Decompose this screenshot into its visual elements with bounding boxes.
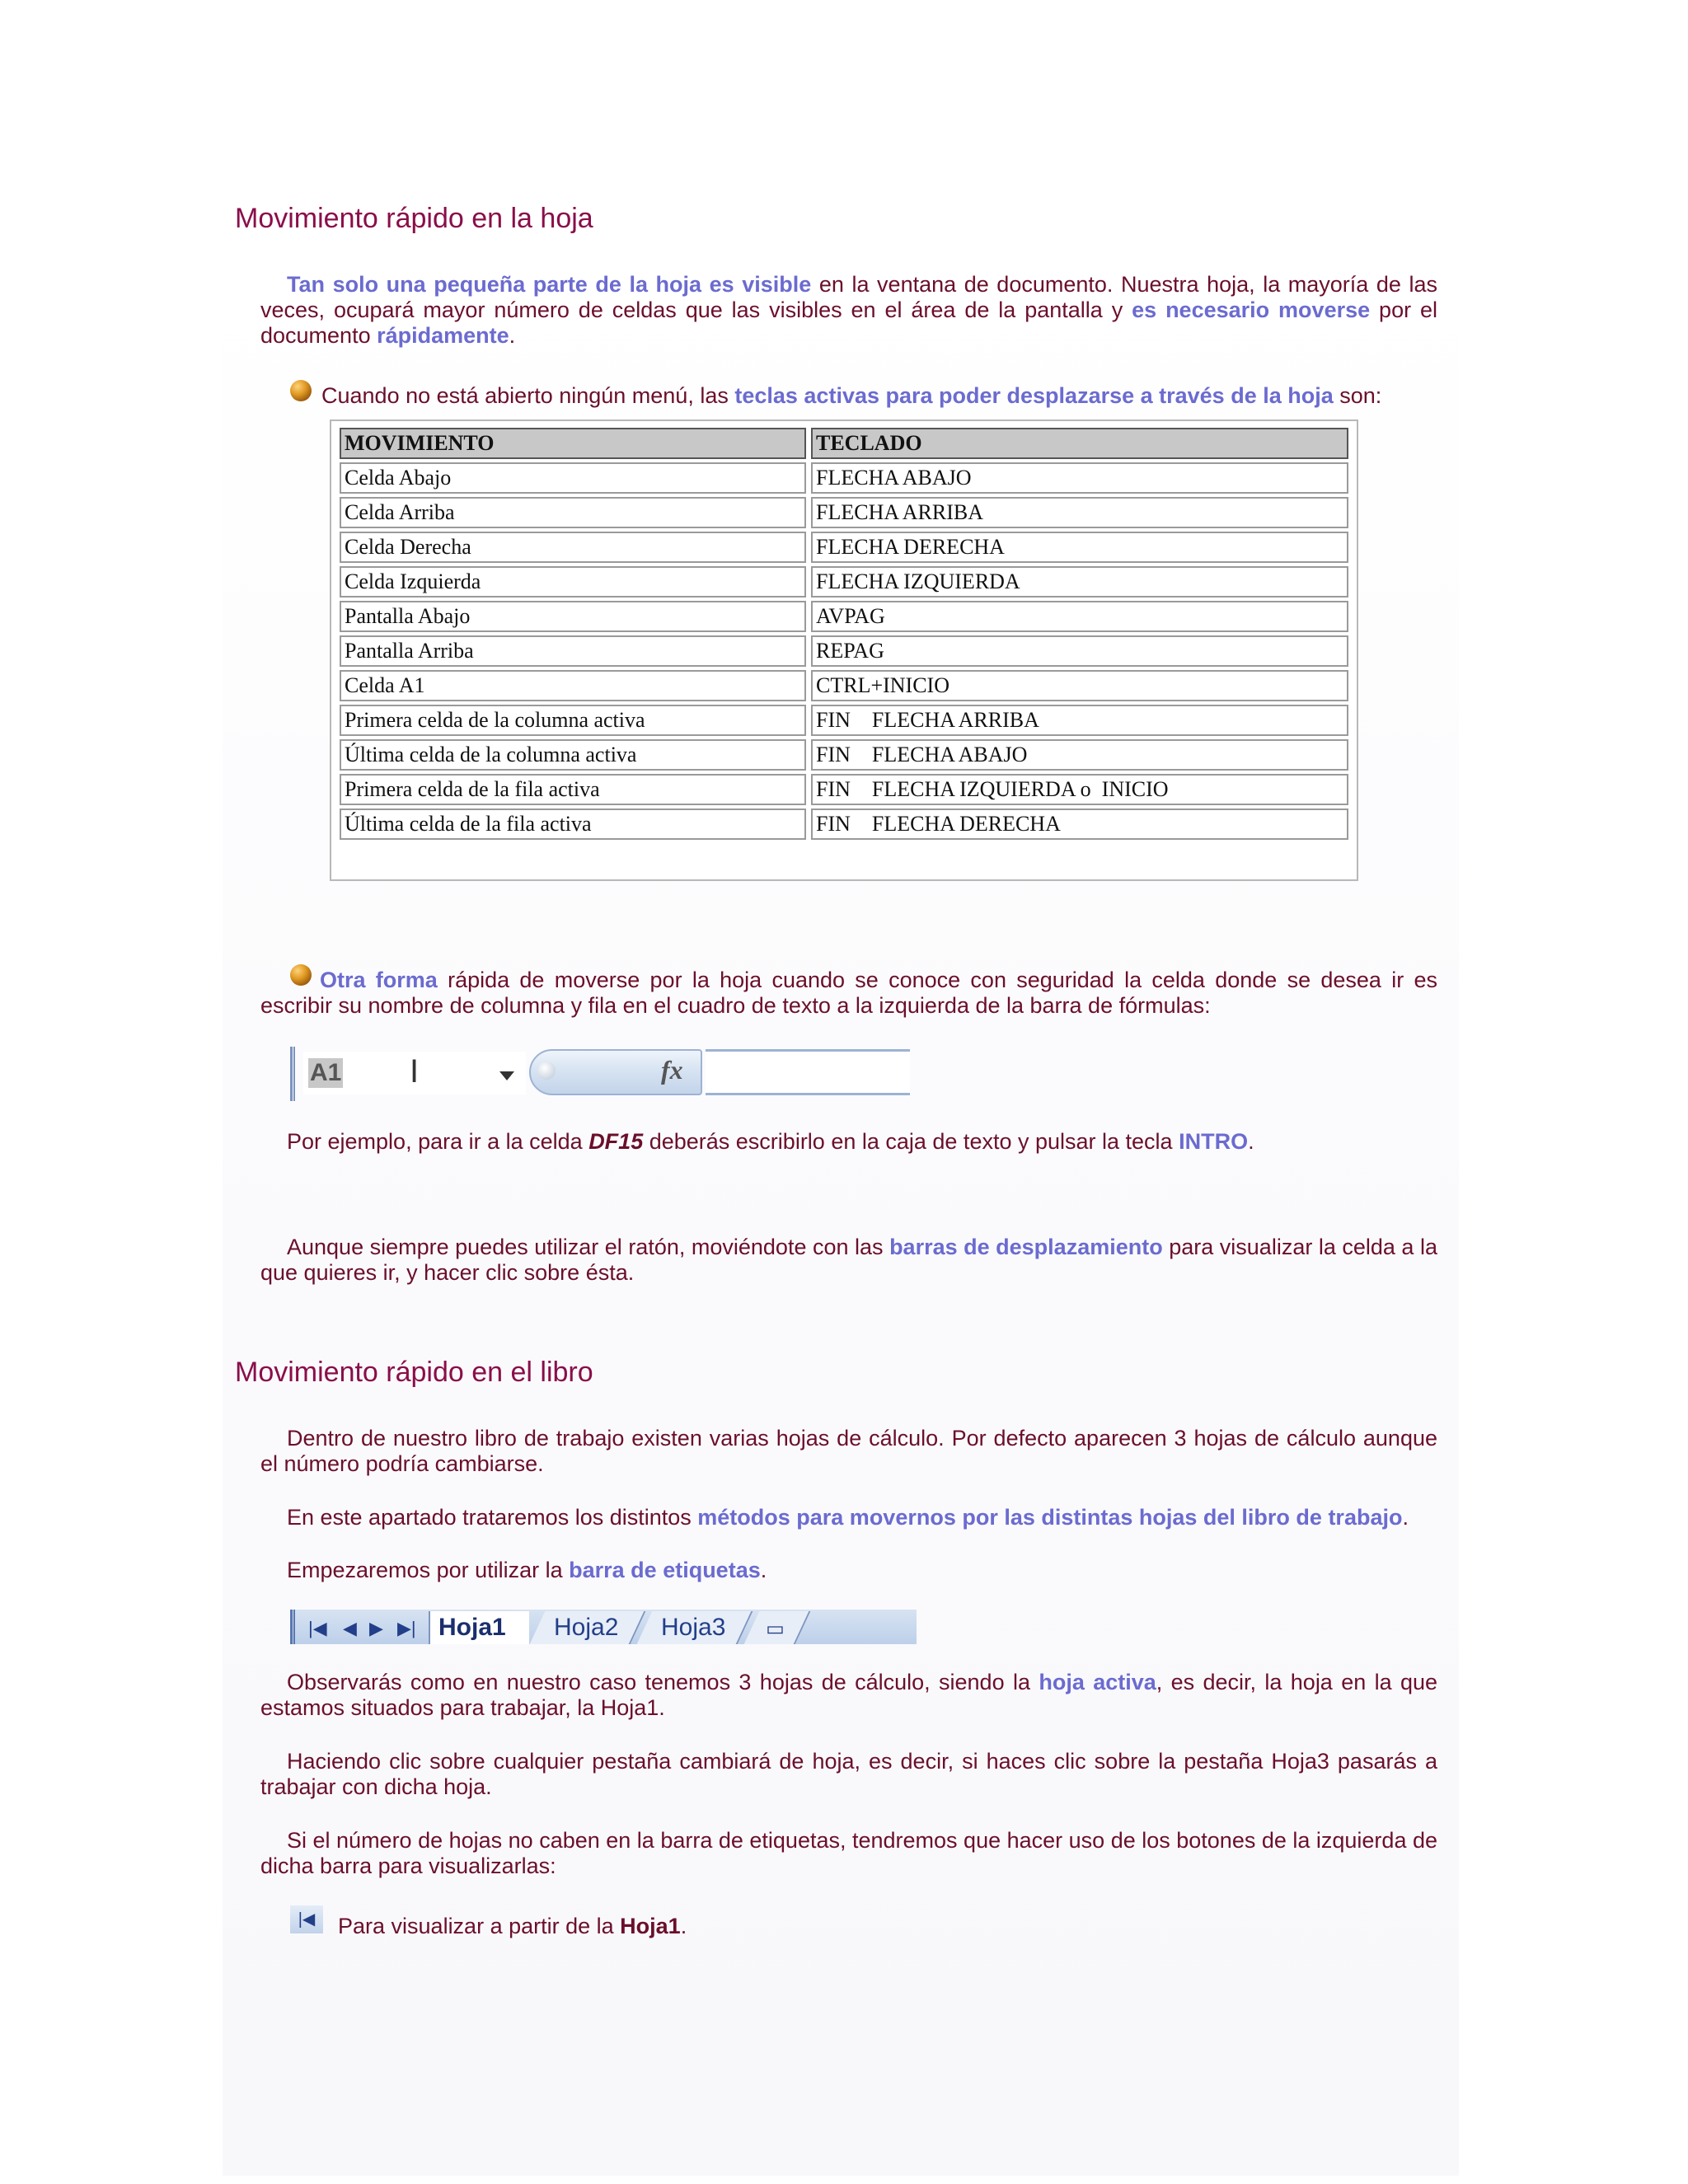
table-cell-teclado: FIN FLECHA ARRIBA [811, 705, 1348, 736]
tab-hoja3[interactable] [637, 1611, 753, 1644]
table-row [340, 497, 1348, 528]
table-header-cell: MOVIMIENTO [340, 428, 806, 459]
tab-hoja3-label: Hoja3 [661, 1614, 726, 1641]
insert-function-icon[interactable]: fx [661, 1055, 683, 1085]
name-box-value[interactable]: A1 [310, 1059, 342, 1086]
libro-paragraph-3 [260, 1558, 1437, 1583]
section-title-libro: Movimiento rápido en el libro [235, 1357, 593, 1388]
example-post: . [1248, 1129, 1254, 1154]
previous-sheet-icon[interactable]: ◀ [343, 1618, 357, 1638]
intro-text-1: en la ventana de documento. Nuestra hoja, la mayoría de las veces, ocupará mayor número de celdas que las visibles en el área de la pantalla y [260, 272, 1438, 322]
first-sheet-button-icon[interactable]: |◀ [290, 1905, 323, 1933]
keys-table-grid [335, 424, 1353, 843]
table-row [340, 462, 1348, 494]
insert-sheet-tab[interactable] [744, 1611, 811, 1644]
libro-paragraph-4 [260, 1670, 1437, 1721]
example-text: Por ejemplo, para ir a la celda [287, 1129, 589, 1154]
bullet1-highlight: teclas activas para poder desplazarse a través de la hoja [734, 383, 1334, 408]
first-sheet-icon[interactable]: |◀ [308, 1618, 327, 1638]
first-sheet-paragraph [338, 1914, 1409, 1939]
intro-text-3: . [509, 323, 516, 348]
table-cell-movimiento: Celda Izquierda [340, 566, 806, 598]
table-cell-movimiento: Pantalla Arriba [340, 635, 806, 667]
table-row [340, 532, 1348, 563]
p2-highlight: métodos para movernos por las distintas hojas del libro de trabajo [697, 1505, 1403, 1530]
mouse-post: para visualizar la celda a la que quieres ir, y hacer clic sobre ésta. [260, 1235, 1437, 1285]
table-cell-movimiento: Primera celda de la columna activa [340, 705, 806, 736]
p2-post: . [1402, 1505, 1409, 1530]
mouse-highlight: barras de desplazamiento [889, 1235, 1163, 1259]
libro-paragraph-5: Haciendo clic sobre cualquier pestaña cambiará de hoja, es decir, si haces clic sobre la pestaña Hoja3 pasarás a trabajar con dicha hoja. [260, 1749, 1437, 1799]
table-cell-teclado: REPAG [811, 635, 1348, 667]
table-cell-teclado: FIN FLECHA DERECHA [811, 808, 1348, 840]
p2-text: En este apartado trataremos los distintos [287, 1505, 698, 1530]
next-sheet-icon[interactable]: ▶ [369, 1618, 383, 1638]
sheet-tab-bar [290, 1610, 917, 1644]
table-row [340, 774, 1348, 805]
intro-highlight-2: es necesario moverse [1132, 298, 1371, 322]
example-cell: DF15 [588, 1129, 644, 1154]
text-cursor-icon: Ι [410, 1053, 420, 1090]
bullet2-paragraph [260, 968, 1437, 1019]
p4-text: Observarás como en nuestro caso tenemos 3 hojas de cálculo, siendo la [287, 1670, 1039, 1694]
table-cell-teclado: FIN FLECHA IZQUIERDA o INICIO [811, 774, 1348, 805]
table-row [340, 635, 1348, 667]
table-row [340, 739, 1348, 771]
tab-hoja2-label: Hoja2 [554, 1614, 619, 1641]
table-cell-teclado: FLECHA IZQUIERDA [811, 566, 1348, 598]
libro-paragraph-6: Si el número de hojas no caben en la barra de etiquetas, tendremos que hacer uso de los botones de la izquierda de dicha barra para visualizarlas: [260, 1828, 1437, 1878]
mouse-text: Aunque siempre puedes utilizar el ratón, moviéndote con las [287, 1235, 890, 1259]
table-cell-movimiento: Celda Derecha [340, 532, 806, 563]
table-cell-teclado: CTRL+INICIO [811, 670, 1348, 701]
table-cell-teclado: FLECHA DERECHA [811, 532, 1348, 563]
mouse-paragraph [260, 1235, 1437, 1286]
p4-highlight: hoja activa [1039, 1670, 1156, 1694]
first-sheet-post: . [680, 1914, 687, 1938]
p4-post: , es decir, la hoja en la que estamos situados para trabajar, la Hoja1. [260, 1670, 1438, 1720]
table-cell-movimiento: Última celda de la columna activa [340, 739, 806, 771]
bullet1-paragraph [321, 383, 1442, 409]
formula-input[interactable] [706, 1049, 910, 1095]
table-row [340, 670, 1348, 701]
tab-hoja1[interactable]: Hoja1 [429, 1611, 529, 1644]
tab-hoja2[interactable] [530, 1611, 646, 1644]
splitter-handle-icon[interactable] [537, 1062, 556, 1080]
intro-highlight-1: Tan solo una pequeña parte de la hoja es visible [287, 272, 812, 297]
tab-bar-edge [290, 1610, 295, 1644]
chevron-down-icon[interactable] [499, 1071, 514, 1080]
example-key: INTRO [1179, 1129, 1249, 1154]
table-row [340, 566, 1348, 598]
table-cell-teclado: FLECHA ARRIBA [811, 497, 1348, 528]
example-mid: deberás escribirlo en la caja de texto y pulsar la tecla [643, 1129, 1179, 1154]
p3-text: Empezaremos por utilizar la [287, 1558, 570, 1582]
first-sheet-bold: Hoja1 [620, 1914, 681, 1938]
formula-bar [290, 1047, 910, 1101]
table-cell-teclado: FIN FLECHA ABAJO [811, 739, 1348, 771]
table-header-row [340, 428, 1348, 459]
insert-sheet-icon: ▭ [766, 1618, 785, 1640]
table-cell-teclado: FLECHA ABAJO [811, 462, 1348, 494]
first-sheet-text: Para visualizar a partir de la [338, 1914, 621, 1938]
section-title-hoja: Movimiento rápido en la hoja [235, 203, 593, 234]
table-cell-movimiento: Celda Arriba [340, 497, 806, 528]
table-row [340, 601, 1348, 632]
libro-paragraph-2 [260, 1505, 1437, 1530]
bullet1-post: son: [1333, 383, 1382, 408]
bullet2-text: rápida de moverse por la hoja cuando se conoce con seguridad la celda donde se desea ir es escribir su nombre de columna y fila en el cuadro de texto a la izquierda de la barra de fórmulas: [260, 968, 1437, 1018]
p3-highlight: barra de etiquetas [569, 1558, 761, 1582]
table-header-cell: TECLADO [811, 428, 1348, 459]
bullet2-highlight: Otra forma [320, 968, 438, 992]
intro-paragraph [260, 272, 1437, 349]
example-paragraph [260, 1129, 1437, 1155]
last-sheet-icon[interactable]: ▶| [397, 1618, 416, 1638]
formula-bar-edge [290, 1047, 295, 1101]
table-cell-movimiento: Celda Abajo [340, 462, 806, 494]
table-cell-movimiento: Primera celda de la fila activa [340, 774, 806, 805]
bullet1-text: Cuando no está abierto ningún menú, las [321, 383, 735, 408]
table-row [340, 808, 1348, 840]
table-cell-movimiento: Pantalla Abajo [340, 601, 806, 632]
keys-table [330, 419, 1358, 881]
table-cell-teclado: AVPAG [811, 601, 1348, 632]
libro-paragraph-1: Dentro de nuestro libro de trabajo existen varias hojas de cálculo. Por defecto aparecen 3 hojas de cálculo aunque el número podría cambiarse. [260, 1426, 1437, 1476]
table-row [340, 705, 1348, 736]
intro-highlight-3: rápidamente [377, 323, 509, 348]
bullet-ball-icon [290, 380, 312, 401]
p3-post: . [760, 1558, 767, 1582]
intro-text-2: por el documento [260, 298, 1438, 348]
table-cell-movimiento: Última celda de la fila activa [340, 808, 806, 840]
table-cell-movimiento: Celda A1 [340, 670, 806, 701]
